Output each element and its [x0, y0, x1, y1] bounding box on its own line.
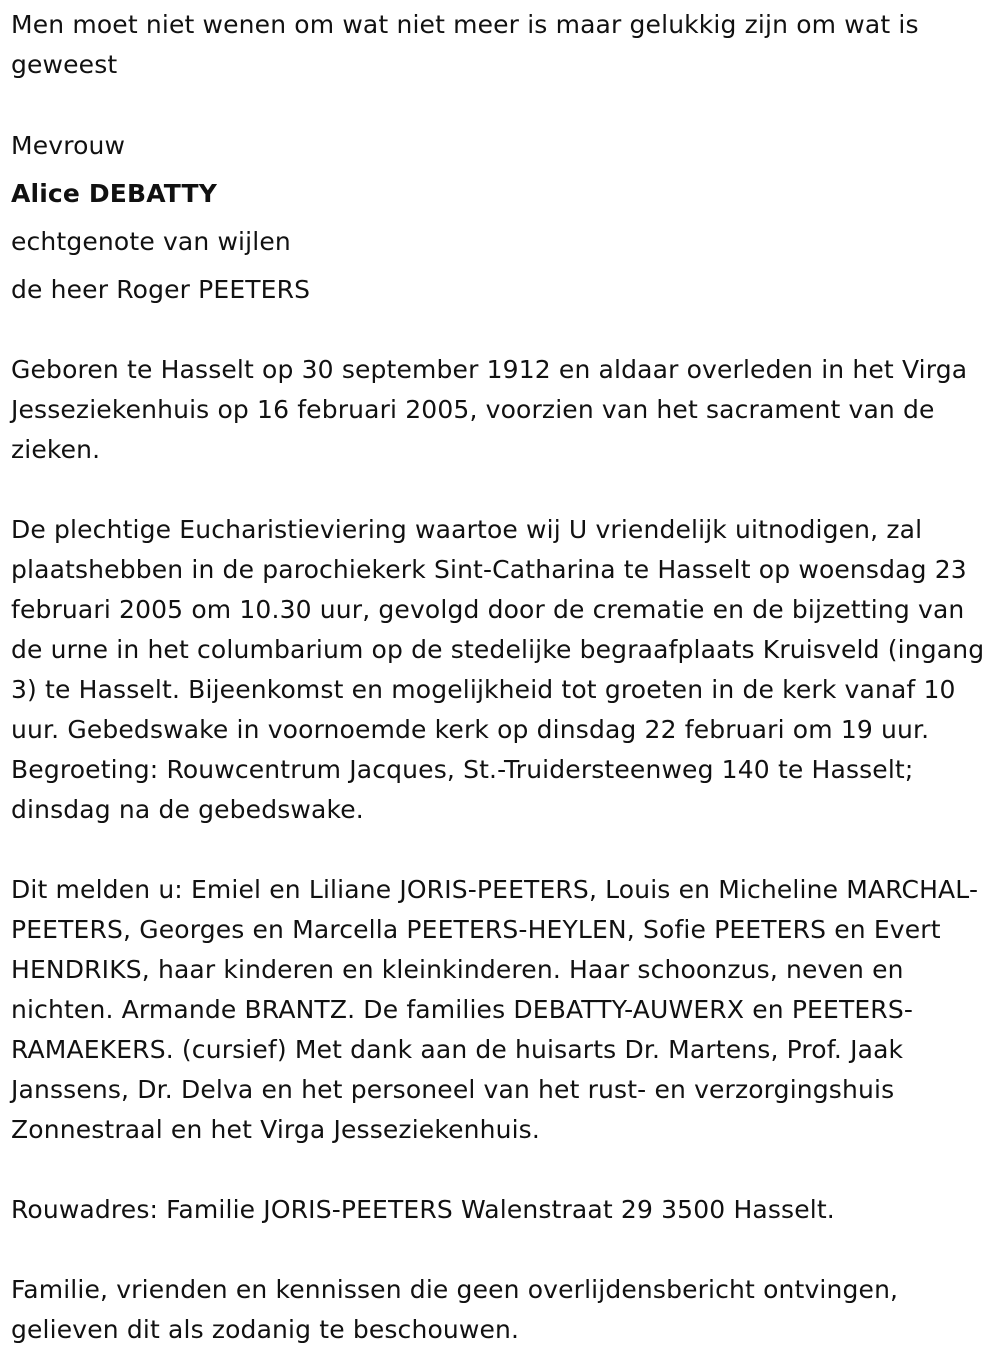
ceremony-paragraph: De plechtige Eucharistieviering waartoe wij U vriendelijk uitnodigen, zal plaatshebben in de parochiekerk Sint-Catharina te Hasselt op woensdag 23 februari 2005 om 10.30 uur, gevolgd door de crematie en de bijzetting van de urne in het columbarium op de stedelijke begraafplaats Kruisveld (ingang 3) te Hasselt. Bijeenkomst en mogelijkheid tot groeten in de kerk vanaf 10 uur. Gebedswake in voornoemde kerk op dinsdag 22 februari om 19 uur. Begroeting: Rouwcentrum Jacques, St.-Truidersteenweg 140 te Hasselt; dinsdag na de gebedswake. [11, 515, 985, 824]
address-paragraph: Rouwadres: Familie JORIS-PEETERS Walenstraat 29 3500 Hasselt. [11, 1195, 835, 1224]
spacer [11, 85, 991, 125]
birth-death-paragraph: Geboren te Hasselt op 30 september 1912 en aldaar overleden in het Virga Jesseziekenhuis op 16 februari 2005, voorzien van het sacrament van de zieken. [11, 355, 968, 464]
relation-line-2: de heer Roger PEETERS [11, 275, 311, 304]
closing-paragraph: Familie, vrienden en kennissen die geen overlijdensbericht ontvingen, gelieven dit als zodanig te beschouwen. [11, 1275, 899, 1344]
spacer [11, 1230, 991, 1270]
spacer [11, 830, 991, 870]
spacer [11, 310, 991, 350]
salutation: Mevrouw [11, 131, 126, 160]
announcement-paragraph: Dit melden u: Emiel en Liliane JORIS-PEETERS, Louis en Micheline MARCHAL-PEETERS, Georges en Marcella PEETERS-HEYLEN, Sofie PEETERS en Evert HENDRIKS, haar kinderen en kleinkinderen. Haar schoonzus, neven en nichten. Armande BRANTZ. De families DEBATTY-AUWERX en PEETERS-RAMAEKERS. (cursief) Met dank aan de huisarts Dr. Martens, Prof. Jaak Janssens, Dr. Delva en het personeel van het rust- en verzorgingshuis Zonnestraal en het Virga Jesseziekenhuis. [11, 875, 979, 1144]
obituary-text [11, 0, 991, 1350]
motto: Men moet niet wenen om wat niet meer is maar gelukkig zijn om wat is geweest [11, 10, 919, 79]
spacer [11, 1150, 991, 1190]
deceased-name: Alice DEBATTY [11, 179, 217, 208]
relation-line-1: echtgenote van wijlen [11, 227, 291, 256]
spacer [11, 470, 991, 510]
